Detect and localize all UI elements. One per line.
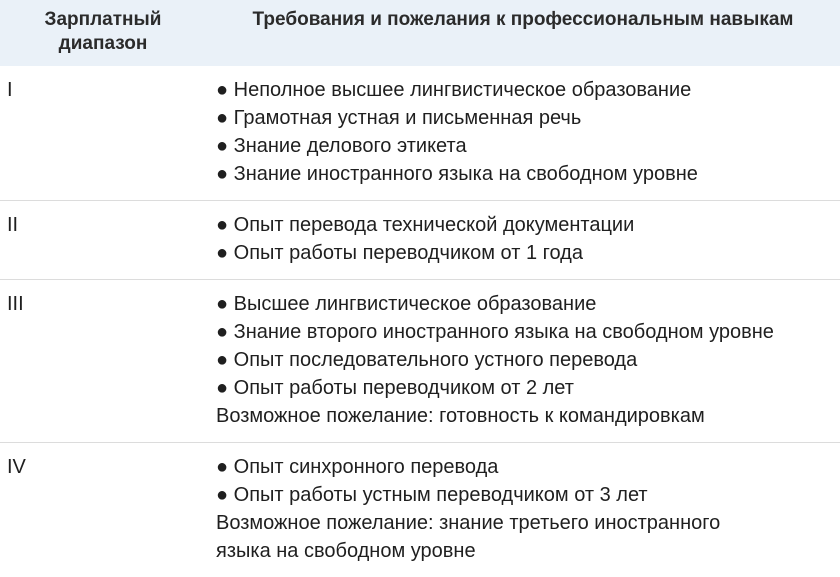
- skill-item: ● Знание иностранного языка на свободном уровне: [216, 160, 840, 188]
- skill-item: ● Опыт работы переводчиком от 2 лет: [216, 374, 840, 402]
- header-salary-range-line: Зарплатный: [6, 8, 200, 32]
- skills-cell: [206, 201, 840, 280]
- table-row: [0, 280, 840, 443]
- skills-cell: [206, 443, 840, 577]
- salary-range-cell: IV: [0, 443, 206, 577]
- wish-note: языка на свободном уровне: [216, 537, 840, 565]
- salary-range-cell: II: [0, 201, 206, 280]
- header-row: [0, 0, 840, 66]
- salary-range-cell: I: [0, 66, 206, 201]
- header-salary-range: [0, 0, 206, 66]
- skill-item: ● Опыт работы переводчиком от 1 года: [216, 239, 840, 267]
- table-row: [0, 201, 840, 280]
- table-row: [0, 443, 840, 577]
- skill-item: ● Опыт работы устным переводчиком от 3 лет: [216, 481, 840, 509]
- salary-range-cell: III: [0, 280, 206, 443]
- skill-item: ● Высшее лингвистическое образование: [216, 290, 840, 318]
- skills-cell: [206, 280, 840, 443]
- skill-item: ● Опыт синхронного перевода: [216, 453, 840, 481]
- header-skills: Требования и пожелания к профессиональным навыкам: [206, 0, 840, 66]
- skills-cell: [206, 66, 840, 201]
- header-salary-range-line: диапазон: [6, 32, 200, 56]
- table-header: [0, 0, 840, 66]
- table-body: [0, 66, 840, 577]
- skill-item: ● Знание второго иностранного языка на свободном уровне: [216, 318, 840, 346]
- skill-item: ● Опыт последовательного устного перевода: [216, 346, 840, 374]
- skill-item: ● Опыт перевода технической документации: [216, 211, 840, 239]
- skill-item: ● Неполное высшее лингвистическое образование: [216, 76, 840, 104]
- wish-note: Возможное пожелание: знание третьего иностранного: [216, 509, 840, 537]
- skill-item: ● Грамотная устная и письменная речь: [216, 104, 840, 132]
- wish-note: Возможное пожелание: готовность к командировкам: [216, 402, 840, 430]
- table-row: [0, 66, 840, 201]
- skill-item: ● Знание делового этикета: [216, 132, 840, 160]
